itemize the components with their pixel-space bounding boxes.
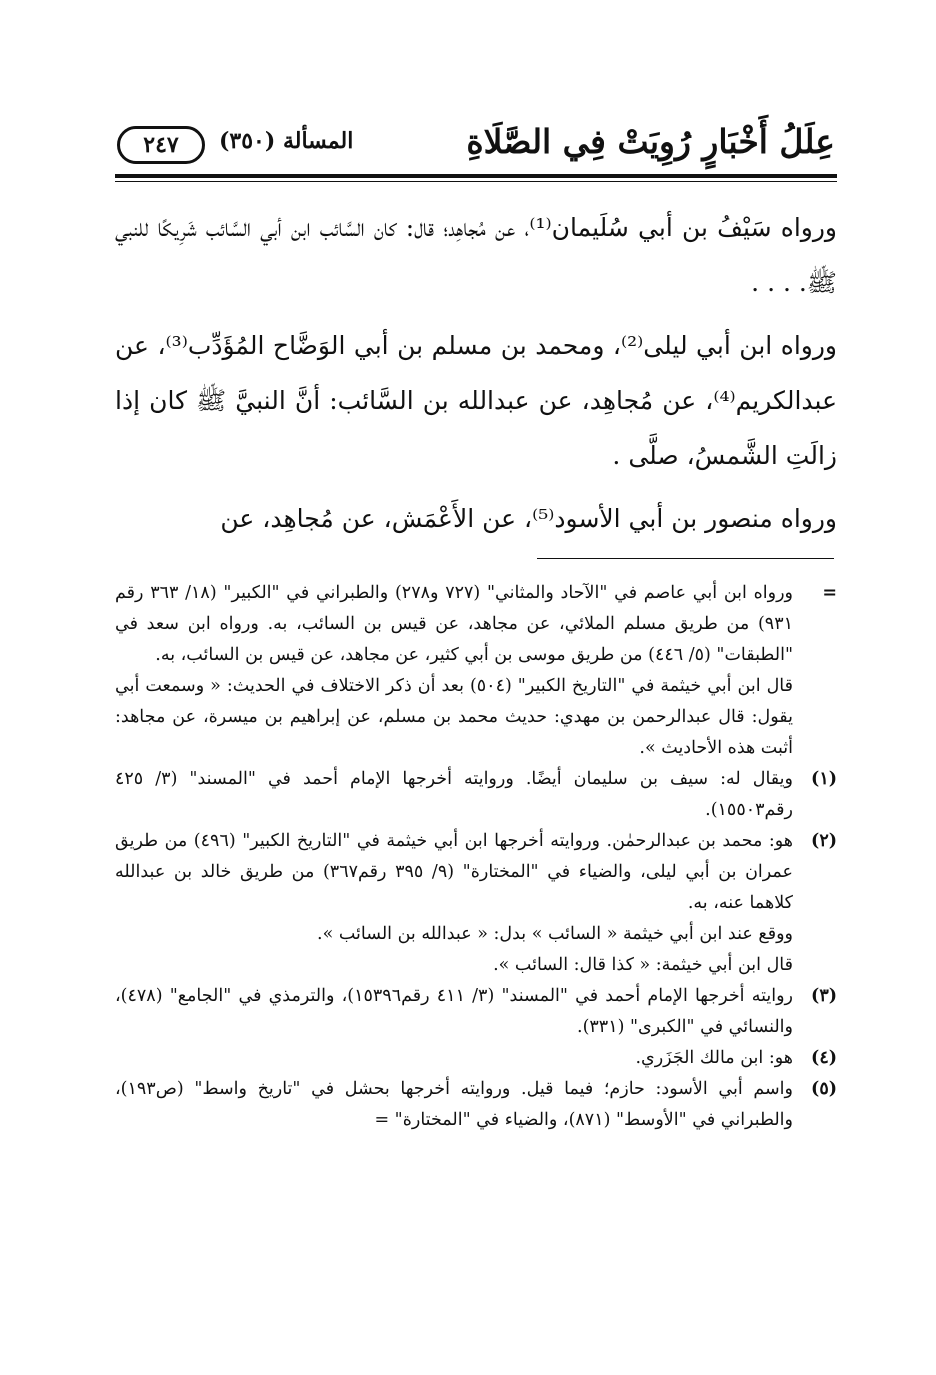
footnote-text: هو: ابن مالك الجَزَري. bbox=[635, 1048, 793, 1068]
header-rule-thin bbox=[115, 181, 837, 182]
footnote-text: ورواه ابن أبي عاصم في "الآحاد والمثاني" (٧٢٧ و٢٧٨) والطبراني في "الكبير" (١٨/ ٣٦٣ رقم ٩٣١) من طريق مسلم الملائي، عن مجاهد، عن قيس بن السائب، به. ورواه ابن سعد في "الطبقات" (٥/ ٤٤٦) من طريق موسى بن أبي كثير، عن مجاهد، عن قيس بن السائب، به. bbox=[115, 583, 794, 665]
footnote-3 bbox=[115, 981, 837, 1043]
page-number-badge: ٢٤٧ bbox=[117, 126, 205, 164]
running-title: عِلَلُ أَخْبَارٍ رُوِيَتْ فِي الصَّلَاةِ bbox=[466, 122, 835, 161]
page-header bbox=[115, 118, 835, 174]
footnote-mark: = bbox=[822, 583, 837, 603]
footnote-text: روايته أخرجها الإمام أحمد في "المسند" (٣/ ٤١١ رقم١٥٣٩٦)، والترمذي في "الجامع" (٤٧٨)، والنسائي في "الكبرى" (٣٣١). bbox=[115, 986, 794, 1037]
paragraph: ورواه منصور بن أبي الأسود⁽⁵⁾، عن الأَعْمَش، عن مُجاهِد، عن bbox=[220, 504, 837, 533]
footnote-mark: (٥) bbox=[811, 1079, 837, 1099]
footnote-mark: (٢) bbox=[811, 831, 837, 851]
paragraph: ورواه سَيْفُ بن أبي سُلَيمان⁽¹⁾، عن مُجاهِد؛ قال: كان السَّائب ابن أبي السَّائب شَرِيكًا للنبي ﷺ. . . . bbox=[115, 213, 837, 297]
footnote-mark: (١) bbox=[811, 769, 837, 789]
main-text bbox=[115, 200, 837, 554]
footnote-1 bbox=[115, 764, 837, 826]
footnote-text: ووقع عند ابن أبي خيثمة « السائب » بدل: « عبدالله بن السائب ». bbox=[317, 924, 793, 944]
footnote-text: هو: محمد بن عبدالرحمٰن. وروايته أخرجها ابن أبي خيثمة في "التاريخ الكبير" (٤٩٦) من طريق عمران بن أبي ليلى، والضياء في "المختارة" (٩/ ٣٩٥ رقم٣٦٧) من طريق خالد بن عبدالله كلاهما عنه، به. bbox=[115, 831, 794, 913]
footnote-text: قال ابن أبي خيثمة في "التاريخ الكبير" (٥٠٤) بعد أن ذكر الاختلاف في الحديث: « وسمعت أبي يقول: قال عبدالرحمن بن مهدي: حديث محمد بن مسلم، عن إبراهيم بن ميسرة، عن مجاهد: أثبت هذه الأحاديث ». bbox=[115, 676, 794, 758]
footnote-text: واسم أبي الأسود: حازم؛ فيما قيل. وروايته أخرجها بحشل في "تاريخ واسط" (ص١٩٣)، والطبراني في "الأوسط" (٨٧١)، والضياء في "المختارة" = bbox=[115, 1079, 793, 1130]
paragraph: ورواه ابن أبي ليلى⁽²⁾، ومحمد بن مسلم بن أبي الوَضَّاح المُؤَدِّب⁽³⁾، عن عبدالكريم⁽⁴⁾، عن مُجاهِد، عن عبدالله بن السَّائب: أنَّ النبيَّ ﷺ كان إذا زالَتِ الشَّمسُ، صلَّى . bbox=[115, 331, 837, 470]
footnote-mark: (٣) bbox=[811, 986, 837, 1006]
footnote-4 bbox=[115, 1043, 837, 1074]
footnotes bbox=[115, 578, 837, 1136]
issue-label: المسألة (٣٥٠) bbox=[219, 128, 354, 154]
footnote-separator bbox=[537, 558, 834, 559]
footnote-5 bbox=[115, 1074, 837, 1136]
header-rule-thick bbox=[115, 174, 837, 178]
footnote-text: ويقال له: سيف بن سليمان أيضًا. وروايته أخرجها الإمام أحمد في "المسند" (٣/ ٤٢٥ رقم١٥٥٠٣). bbox=[115, 769, 793, 820]
footnote-2 bbox=[115, 826, 837, 981]
footnote-continuation bbox=[115, 578, 837, 764]
footnote-text: قال ابن أبي خيثمة: « كذا قال: السائب ». bbox=[493, 955, 793, 975]
footnote-mark: (٤) bbox=[811, 1048, 837, 1068]
